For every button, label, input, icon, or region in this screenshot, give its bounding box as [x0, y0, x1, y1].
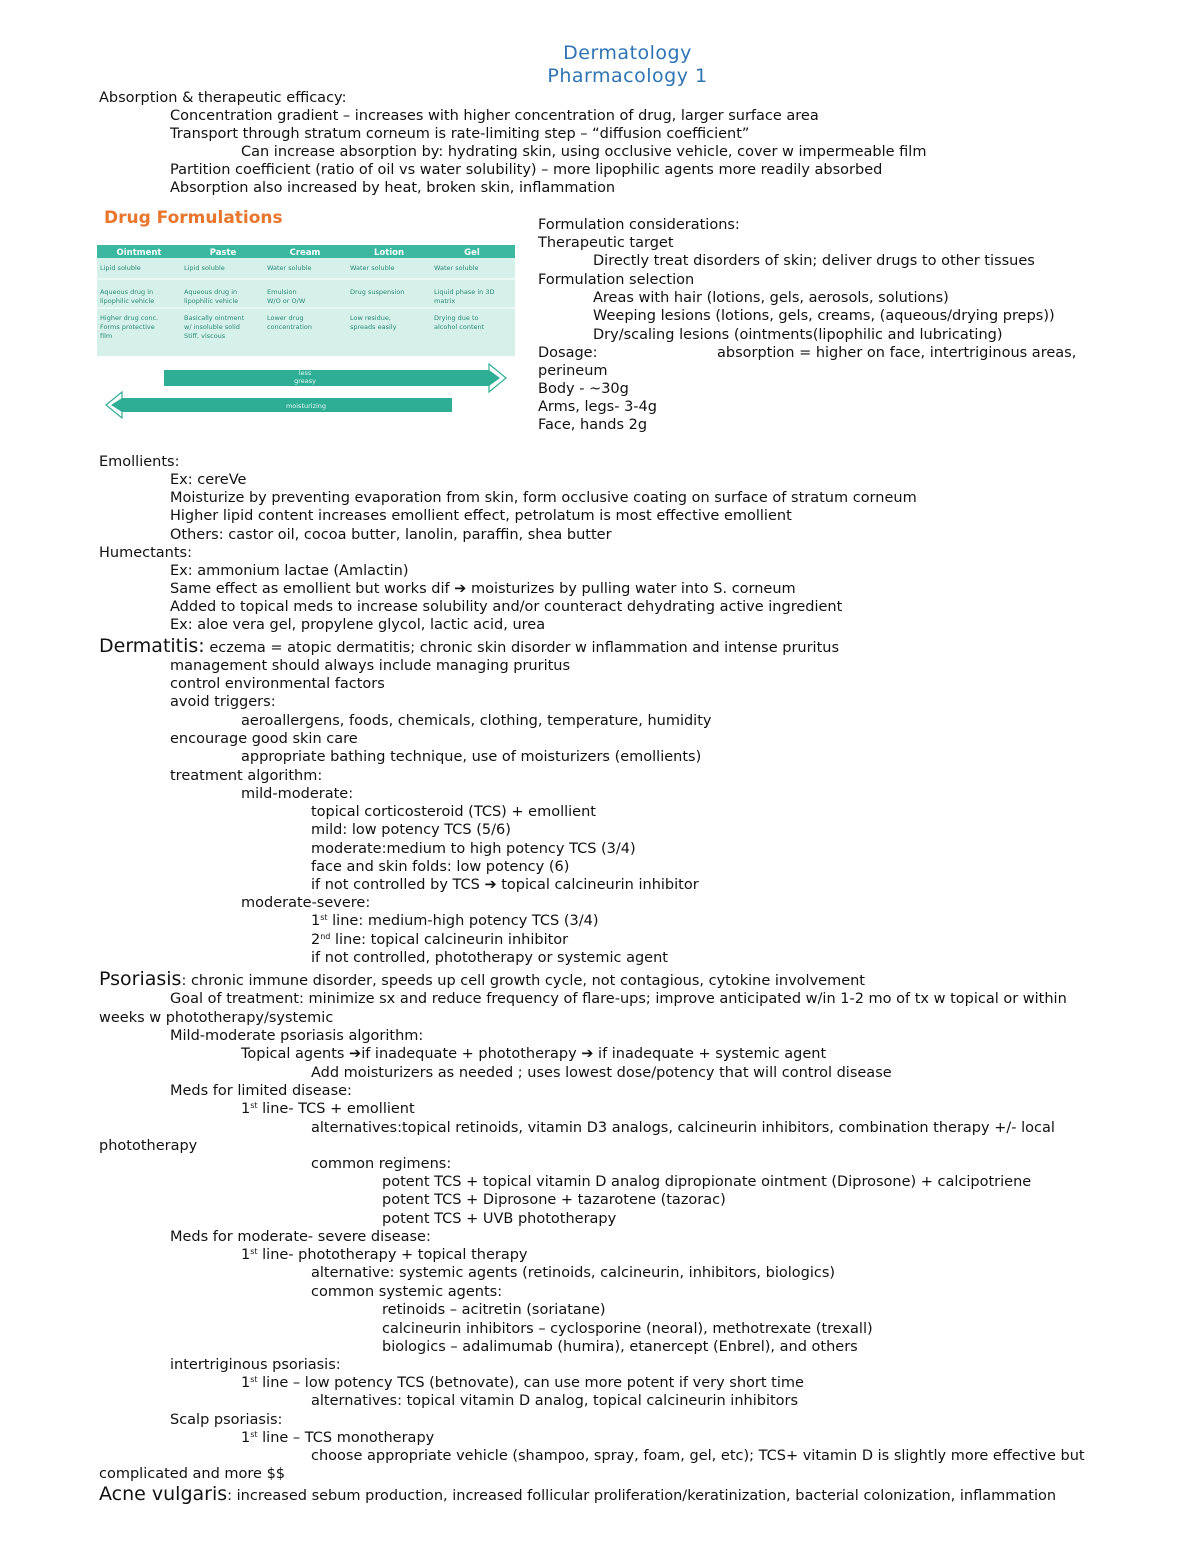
table-cell: matrix: [434, 297, 456, 305]
table-cell: alcohol content: [434, 323, 485, 331]
dermatitis-line: encourage good skin care: [170, 731, 358, 747]
table-cell: Water soluble: [434, 264, 479, 272]
dermatitis-line: mild: low potency TCS (5/6): [311, 822, 511, 838]
dermatitis-line: treatment algorithm:: [170, 768, 323, 784]
acne-heading-row: [99, 1485, 1056, 1505]
formulation-line: Formulation considerations:: [538, 217, 740, 233]
humectants-line: Ex: ammonium lactae (Amlactin): [170, 563, 409, 579]
formulation-line: Weeping lesions (lotions, gels, creams, (aqueous/drying preps)): [593, 308, 1055, 324]
dermatitis-line: moderate:medium to high potency TCS (3/4): [311, 841, 636, 857]
absorption-line: Concentration gradient – increases with higher concentration of drug, larger surface area: [170, 108, 819, 124]
dermatitis-line: moderate-severe:: [241, 895, 371, 911]
emollients-heading: Emollients:: [99, 454, 180, 470]
psoriasis-line: phototherapy: [99, 1138, 198, 1154]
table-cell: Liquid phase in 3D: [434, 288, 495, 296]
table-cell: Basically ointment: [184, 314, 245, 322]
formulation-line: Therapeutic target: [538, 235, 674, 251]
emollients-line: Ex: cereVe: [170, 472, 247, 488]
formulation-line: Face, hands 2g: [538, 417, 648, 433]
psoriasis-line: biologics – adalimumab (humira), etanercept (Enbrel), and others: [382, 1339, 858, 1355]
emollients-line: Higher lipid content increases emollient effect, petrolatum is most effective emollient: [170, 508, 792, 524]
table-cell: concentration: [267, 323, 313, 331]
dermatitis-line: 1st line: medium-high potency TCS (3/4): [311, 913, 599, 929]
emollients-line: Moisturize by preventing evaporation from skin, form occlusive coating on surface of stratum corneum: [170, 490, 917, 506]
psoriasis-line: common regimens:: [311, 1156, 452, 1172]
psoriasis-line: Goal of treatment: minimize sx and reduce frequency of flare-ups; improve anticipated w/in 1-2 mo of tx w topical or within: [170, 991, 1067, 1007]
formulation-line: Body - ~30g: [538, 381, 629, 397]
col-header: Lotion: [373, 248, 405, 258]
dermatitis-heading: Dermatitis:: [99, 635, 205, 657]
psoriasis-line: calcineurin inhibitors – cyclosporine (neoral), methotrexate (trexall): [382, 1321, 873, 1337]
psoriasis-heading-row: [99, 970, 865, 990]
psoriasis-line: alternatives:topical retinoids, vitamin D3 analogs, calcineurin inhibitors, combination therapy +/- local: [311, 1120, 1055, 1136]
formulation-line: perineum: [538, 363, 608, 379]
psoriasis-heading: Psoriasis: [99, 968, 182, 990]
table-cell: Aqueous drug in: [100, 288, 154, 296]
formulation-line: Arms, legs- 3-4g: [538, 399, 657, 415]
arrow-label: less: [298, 369, 312, 377]
psoriasis-line: complicated and more $$: [99, 1466, 286, 1482]
table-cell: w/ insoluble solid: [184, 323, 240, 331]
table-cell: lipophilic vehicle: [100, 297, 155, 305]
table-cell: Lower drug: [267, 314, 304, 322]
emollients-line: Others: castor oil, cocoa butter, lanolin, paraffin, shea butter: [170, 527, 612, 543]
psoriasis-line: choose appropriate vehicle (shampoo, spray, foam, gel, etc); TCS+ vitamin D is slightly more effective but: [311, 1448, 1085, 1464]
psoriasis-description: : chronic immune disorder, speeds up cell growth cycle, not contagious, cytokine involvement: [181, 973, 865, 989]
drug-formulations-figure: [92, 200, 522, 432]
table-cell: Emulsion: [267, 288, 297, 296]
psoriasis-line: Add moisturizers as needed ; uses lowest dose/potency that will control disease: [311, 1065, 892, 1081]
table-cell: Lipid soluble: [184, 264, 225, 272]
col-header: Cream: [289, 248, 321, 258]
psoriasis-line: 1st line- TCS + emollient: [241, 1101, 415, 1117]
psoriasis-line: Scalp psoriasis:: [170, 1412, 283, 1428]
dermatitis-line: management should always include managing pruritus: [170, 658, 571, 674]
absorption-line: Partition coefficient (ratio of oil vs water solubility) – more lipophilic agents more readily absorbed: [170, 162, 883, 178]
psoriasis-line: 1st line- phototherapy + topical therapy: [241, 1247, 528, 1263]
formulation-line: Formulation selection: [538, 272, 695, 288]
formulation-line: absorption = higher on face, intertriginous areas,: [717, 345, 1077, 361]
psoriasis-line: 1st line – low potency TCS (betnovate), can use more potent if very short time: [241, 1375, 804, 1391]
table-cell: Aqueous drug in: [184, 288, 238, 296]
humectants-line: Same effect as emollient but works dif ➔ moisturizes by pulling water into S. corneum: [170, 581, 796, 597]
psoriasis-line: Mild-moderate psoriasis algorithm:: [170, 1028, 424, 1044]
table-cell: Forms protective: [100, 323, 155, 331]
formulation-line: Dry/scaling lesions (ointments(lipophilic and lubricating): [593, 327, 1003, 343]
table-cell: Water soluble: [350, 264, 395, 272]
table-cell: film: [100, 332, 113, 340]
psoriasis-line: alternatives: topical vitamin D analog, topical calcineurin inhibitors: [311, 1393, 799, 1409]
table-cell: W/O or O/W: [267, 297, 306, 305]
dosage-label: Dosage:: [538, 345, 598, 361]
humectants-line: Added to topical meds to increase solubility and/or counteract dehydrating active ingredient: [170, 599, 843, 615]
table-cell: spreads easily: [350, 323, 397, 331]
doc-subtitle: Pharmacology 1: [547, 65, 708, 87]
psoriasis-line: intertriginous psoriasis:: [170, 1357, 341, 1373]
figure-title: Drug Formulations: [104, 208, 283, 228]
absorption-line: Absorption also increased by heat, broken skin, inflammation: [170, 180, 616, 196]
dermatitis-description: eczema = atopic dermatitis; chronic skin disorder w inflammation and intense pruritus: [204, 640, 840, 656]
table-cell: Lipid soluble: [100, 264, 141, 272]
dermatitis-line: control environmental factors: [170, 676, 385, 692]
dermatitis-line: if not controlled by TCS ➔ topical calcineurin inhibitor: [311, 877, 699, 893]
table-cell: lipophilic vehicle: [184, 297, 239, 305]
table-cell: Low residue,: [350, 314, 391, 322]
table-cell: Drug suspension: [350, 288, 405, 296]
psoriasis-line: weeks w phototherapy/systemic: [99, 1010, 334, 1026]
dermatitis-line: 2nd line: topical calcineurin inhibitor: [311, 932, 569, 948]
formulation-line: Directly treat disorders of skin; deliver drugs to other tissues: [593, 253, 1035, 269]
formulation-line: Areas with hair (lotions, gels, aerosols, solutions): [593, 290, 949, 306]
humectants-line: Ex: aloe vera gel, propylene glycol, lactic acid, urea: [170, 617, 546, 633]
table-cell: Stiff, viscous: [184, 332, 226, 340]
moisturizing-arrow: [106, 392, 452, 418]
table-cell: Higher drug conc.: [100, 314, 159, 322]
col-header: Gel: [464, 248, 480, 258]
acne-description: : increased sebum production, increased follicular proliferation/keratinization, bacterial colonization, inflammation: [227, 1488, 1057, 1504]
dermatitis-line: avoid triggers:: [170, 694, 276, 710]
psoriasis-line: Topical agents ➔if inadequate + phototherapy ➔ if inadequate + systemic agent: [241, 1046, 827, 1062]
arrow-label: greasy: [294, 377, 316, 385]
dermatitis-heading-row: [99, 637, 839, 657]
humectants-heading: Humectants:: [99, 545, 192, 561]
psoriasis-line: common systemic agents:: [311, 1284, 503, 1300]
greasy-arrow: [164, 364, 506, 392]
dermatitis-line: face and skin folds: low potency (6): [311, 859, 570, 875]
absorption-line: Can increase absorption by: hydrating skin, using occlusive vehicle, cover w impermeable film: [241, 144, 927, 160]
col-header: Paste: [209, 248, 237, 258]
psoriasis-line: Meds for moderate- severe disease:: [170, 1229, 431, 1245]
col-header: Ointment: [116, 248, 162, 258]
table-body-bg: [97, 258, 515, 356]
psoriasis-line: retinoids – acitretin (soriatane): [382, 1302, 606, 1318]
absorption-heading: Absorption & therapeutic efficacy:: [99, 90, 347, 106]
psoriasis-line: alternative: systemic agents (retinoids, calcineurin, inhibitors, biologics): [311, 1265, 836, 1281]
dermatitis-line: appropriate bathing technique, use of moisturizers (emollients): [241, 749, 702, 765]
psoriasis-line: potent TCS + Diprosone + tazarotene (tazorac): [382, 1192, 726, 1208]
psoriasis-line: potent TCS + topical vitamin D analog dipropionate ointment (Diprosone) + calcipotriene: [382, 1174, 1032, 1190]
doc-title: Dermatology: [563, 42, 692, 64]
arrow-label: moisturizing: [285, 402, 327, 410]
dermatitis-line: aeroallergens, foods, chemicals, clothing, temperature, humidity: [241, 713, 712, 729]
dermatitis-line: topical corticosteroid (TCS) + emollient: [311, 804, 596, 820]
psoriasis-line: 1st line – TCS monotherapy: [241, 1430, 435, 1446]
acne-heading: Acne vulgaris: [99, 1483, 228, 1505]
absorption-line: Transport through stratum corneum is rate-limiting step – “diffusion coefficient”: [170, 126, 750, 142]
psoriasis-line: potent TCS + UVB phototherapy: [382, 1211, 617, 1227]
dermatitis-line: if not controlled, phototherapy or systemic agent: [311, 950, 668, 966]
psoriasis-line: Meds for limited disease:: [170, 1083, 352, 1099]
table-cell: Drying due to: [434, 314, 479, 322]
table-cell: Water soluble: [267, 264, 312, 272]
dermatitis-line: mild-moderate:: [241, 786, 354, 802]
